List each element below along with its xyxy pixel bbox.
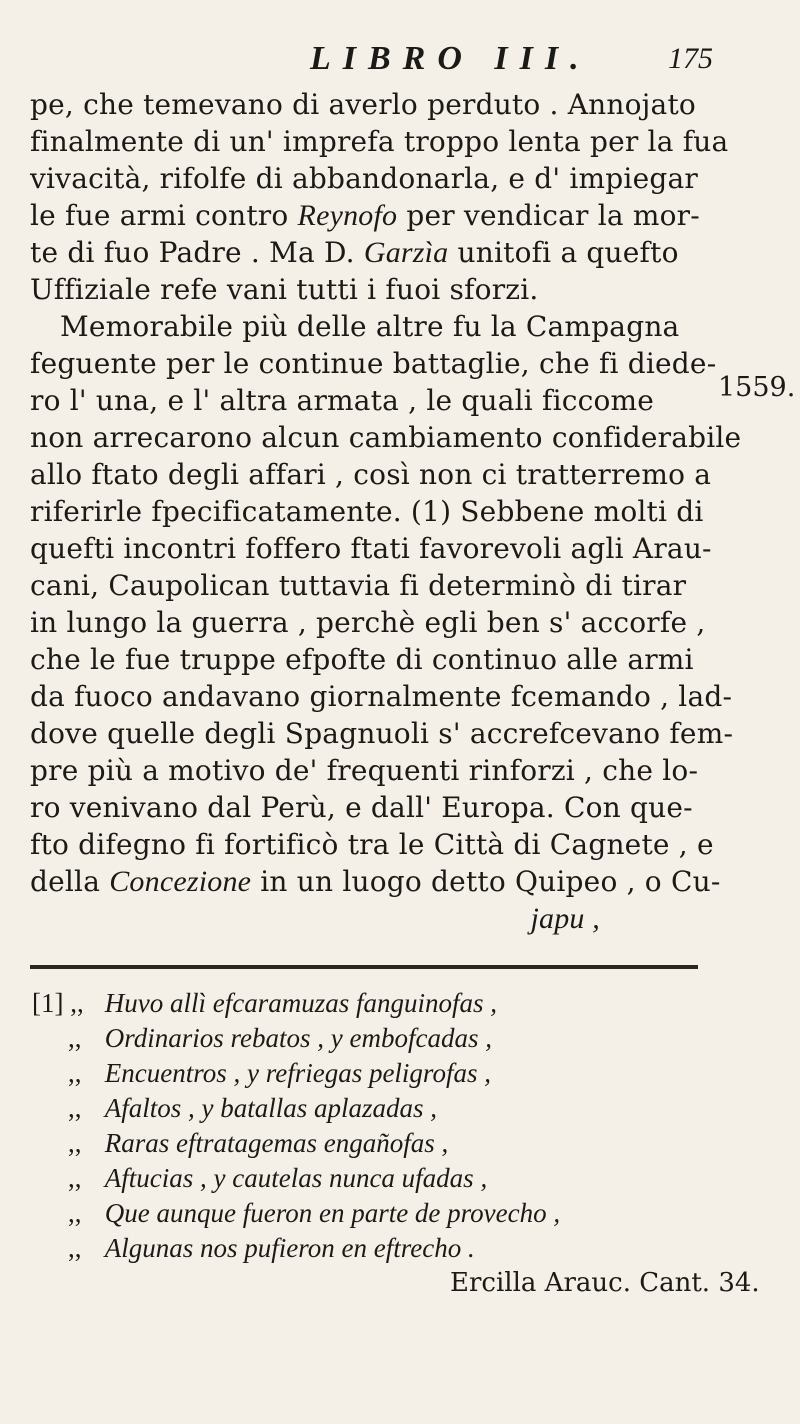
text-segment: quefti incontri foffero ftati favorevoli agli Arau- [30, 532, 712, 565]
footnote-line [32, 1056, 702, 1091]
running-head: LIBRO III. [310, 40, 591, 77]
text-segment: allo ftato degli affari , così non ci tratterremo a [30, 458, 712, 491]
text-line [30, 160, 700, 197]
text-line [30, 86, 700, 123]
text-segment: pe, che temevano di averlo perduto . Annojato [30, 88, 696, 121]
page-number: 175 [668, 42, 713, 75]
italic-name: Garzìa [363, 236, 449, 269]
text-line [30, 345, 717, 382]
footnote-line [32, 1196, 702, 1231]
verse-text: Afaltos , y batallas aplazadas , [104, 1093, 438, 1123]
main-text [30, 86, 742, 937]
text-segment: da fuoco andavano giornalmente fcemando , lad- [30, 680, 733, 713]
page-header [0, 40, 800, 80]
text-line [30, 678, 733, 715]
text-line [30, 234, 700, 271]
footnote-line [32, 1091, 702, 1126]
text-line [30, 900, 700, 937]
italic-name: japu , [530, 902, 600, 935]
text-line [30, 789, 700, 826]
footnote-line [32, 986, 702, 1021]
text-segment: finalmente di un' imprefa troppo lenta per la fua [30, 125, 729, 158]
text-segment: cani, Caupolican tuttavia fi determinò di tirar [30, 569, 687, 602]
text-segment: della [30, 865, 110, 898]
verse-text: Raras eftratagemas engañofas , [104, 1128, 449, 1158]
text-segment: in un luogo detto Quipeo , o Cu- [251, 865, 721, 898]
quote-mark: ,, [68, 1023, 82, 1053]
text-segment: riferirle fpecificatamente. (1) Sebbene molti di [30, 495, 704, 528]
text-line [30, 493, 704, 530]
footnote-line [32, 1161, 702, 1196]
text-segment: unitofi a quefto [448, 236, 679, 269]
footnote-block [32, 986, 760, 1301]
text-segment: vivacità, rifolfe di abbandonarla, e d' impiegar [30, 162, 698, 195]
text-segment: non arrecarono alcun cambiamento confiderabile [30, 421, 742, 454]
text-line [30, 641, 700, 678]
text-segment: pre più a motivo de' frequenti rinforzi , che lo- [30, 754, 699, 787]
text-line [30, 715, 734, 752]
text-line [30, 826, 714, 863]
quote-mark: ,, [68, 1198, 82, 1228]
text-line [30, 123, 729, 160]
footnote-line [32, 1021, 702, 1056]
verse-text: Huvo allì efcaramuzas fanguinofas , [104, 988, 497, 1018]
verse-text: Aftucias , y cautelas nunca ufadas , [104, 1163, 488, 1193]
text-segment: ro venivano dal Perù, e dall' Europa. Con que- [30, 791, 693, 824]
italic-name: Concezione [109, 865, 252, 898]
footnote-source: Ercilla Arauc. Cant. 34. [450, 1268, 760, 1298]
text-line [30, 567, 700, 604]
text-line [30, 752, 700, 789]
text-line [30, 197, 700, 234]
text-line [30, 863, 721, 900]
text-line [30, 604, 706, 641]
italic-name: Reynofo [297, 199, 398, 232]
footnote-line [32, 1231, 702, 1266]
quote-mark: ,, [68, 1163, 82, 1193]
quote-mark: ,, [68, 1093, 82, 1123]
text-line [30, 530, 712, 567]
text-segment: te di fuo Padre . Ma D. [30, 236, 364, 269]
quote-mark: ,, [68, 1128, 82, 1158]
text-segment: Memorabile più delle altre fu la Campagna [60, 310, 680, 343]
footnote-line [32, 1126, 702, 1161]
text-segment: in lungo la guerra , perchè egli ben s' accorfe , [30, 606, 706, 639]
footnote-divider [30, 965, 698, 969]
text-segment: fto difegno fi fortificò tra le Città di Cagnete , e [30, 828, 714, 861]
text-line [30, 456, 712, 493]
text-line [30, 308, 700, 345]
quote-mark: ,, [68, 1058, 82, 1088]
verse-text: Que aunque fueron en parte de provecho , [104, 1198, 561, 1228]
verse-text: Encuentros , y refriegas peligrofas , [104, 1058, 491, 1088]
text-segment: Uffiziale refe vani tutti i fuoi sforzi. [30, 273, 539, 306]
text-line [30, 271, 700, 308]
text-segment: le fue armi contro [30, 199, 298, 232]
text-segment: per vendicar la mor- [397, 199, 700, 232]
verse-text: Algunas nos pufieron en eftrecho . [104, 1233, 475, 1263]
text-segment: feguente per le continue battaglie, che fi diede- [30, 347, 717, 380]
margin-year-note: 1559. [718, 372, 796, 403]
verse-text: Ordinarios rebatos , y embofcadas , [104, 1023, 492, 1053]
text-segment: che le fue truppe efpofte di continuo alle armi [30, 643, 694, 676]
text-line [30, 382, 700, 419]
text-segment: ro l' una, e l' altra armata , le quali ficcome [30, 384, 655, 417]
text-line [30, 419, 742, 456]
quote-mark: [1] ,, [32, 988, 84, 1018]
quote-mark: ,, [68, 1233, 82, 1263]
text-segment: dove quelle degli Spagnuoli s' accrefcevano fem- [30, 717, 734, 750]
